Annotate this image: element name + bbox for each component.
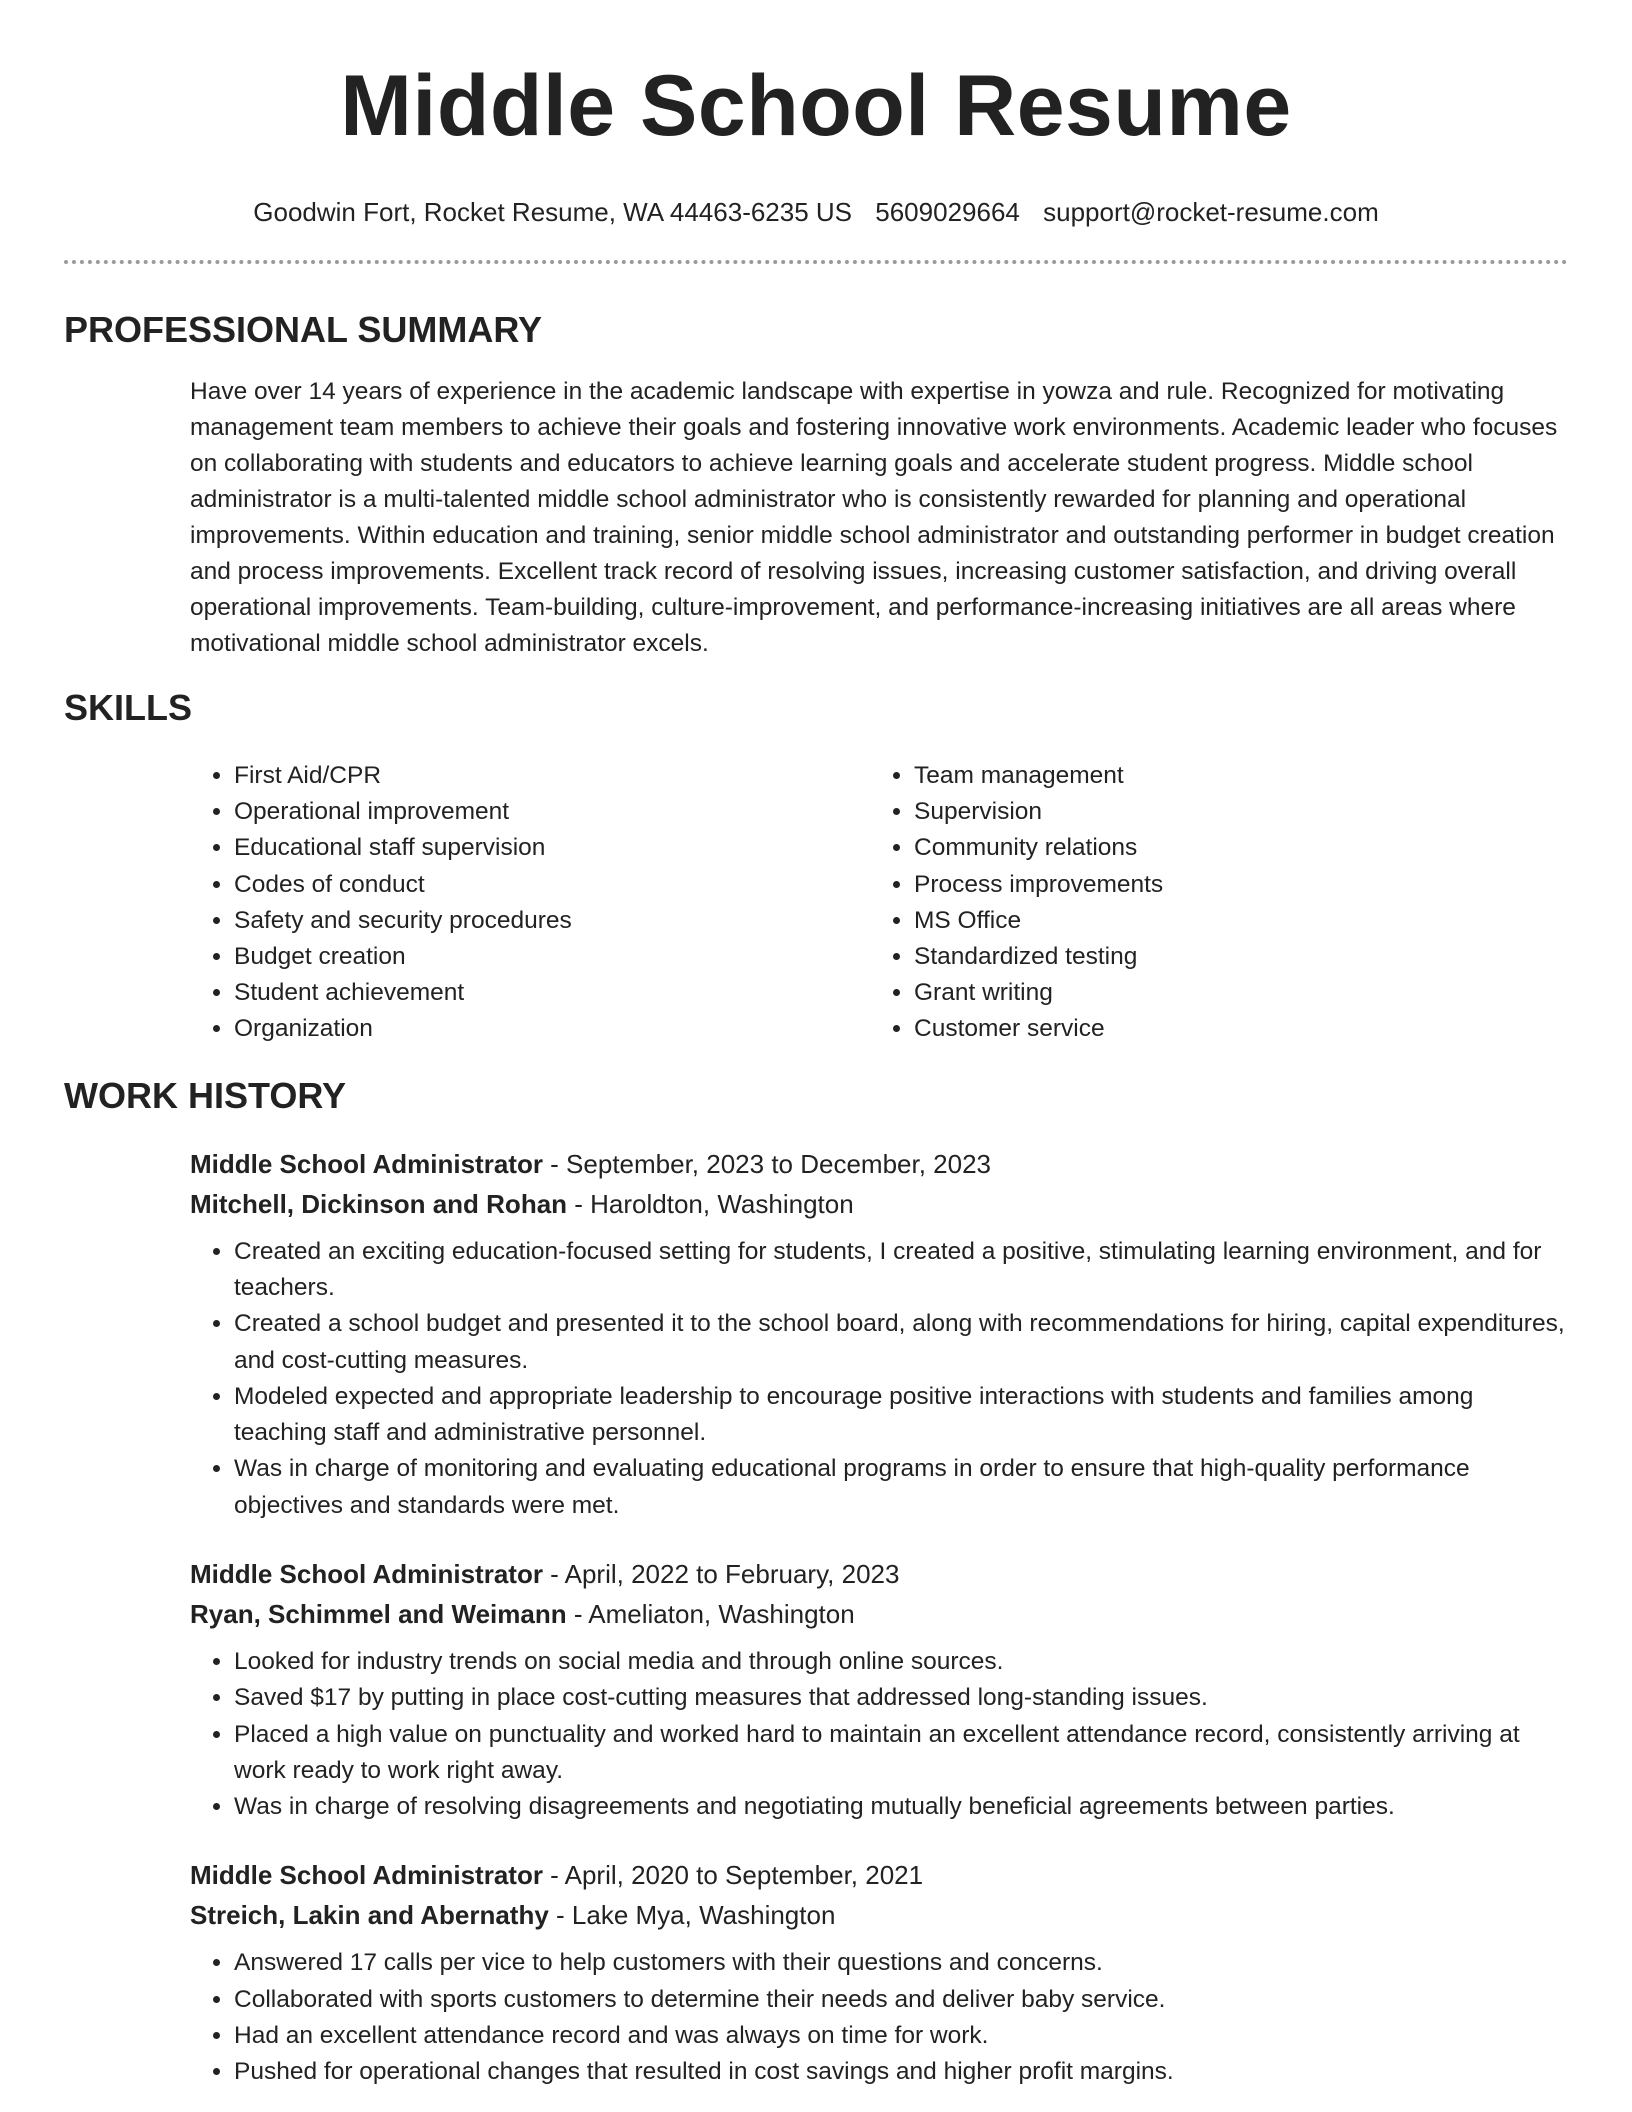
skill-item: • Student achievement <box>234 975 870 1011</box>
skill-item: • Organization <box>234 1011 870 1047</box>
skill-item: • Operational improvement <box>234 794 870 830</box>
job-company: Mitchell, Dickinson and Rohan <box>190 1188 568 1219</box>
skills-heading: SKILLS <box>64 687 193 728</box>
job-position: Middle School Administrator <box>190 1559 543 1589</box>
resume-page <box>64 0 1568 2091</box>
contact-info <box>64 196 1568 228</box>
job-dates: - April, 2022 to February, 2023 <box>542 1559 900 1589</box>
job-entry <box>190 1855 1568 2090</box>
skills-column-right <box>870 758 1550 1048</box>
header-divider <box>64 260 1568 264</box>
skill-item: • Supervision <box>914 794 1550 830</box>
contact-email: support@rocket-resume.com <box>1043 197 1379 227</box>
skill-item: • Budget creation <box>234 939 870 975</box>
job-dates: - September, 2023 to December, 2023 <box>542 1148 992 1179</box>
job-company-line <box>190 1895 1568 1935</box>
skill-item: • Grant writing <box>914 975 1550 1011</box>
job-position-line <box>190 1855 1568 1895</box>
skill-item: • MS Office <box>914 903 1550 939</box>
job-bullet: • Pushed for operational changes that resulted in cost savings and higher profit margins. <box>234 2054 1568 2090</box>
job-bullet: • Was in charge of monitoring and evaluating educational programs in order to ensure that high-quality performance objectives and standards were met. <box>234 1451 1568 1524</box>
skill-item: • Standardized testing <box>914 939 1550 975</box>
job-bullet: • Looked for industry trends on social media and through online sources. <box>234 1644 1568 1680</box>
job-bullet: • Created an exciting education-focused setting for students, I created a positive, stimulating learning environment, and for teachers. <box>234 1234 1568 1307</box>
resume-title: Middle School Resume <box>340 58 1292 154</box>
job-bullets <box>190 1644 1568 1825</box>
job-bullets <box>190 1945 1568 2090</box>
skill-item: • Team management <box>914 758 1550 794</box>
job-bullet: • Created a school budget and presented it to the school board, along with recommendations for hiring, capital expenditures, and cost-cutting measures. <box>234 1306 1568 1379</box>
skill-item: • Customer service <box>914 1011 1550 1047</box>
job-company: Streich, Lakin and Abernathy <box>190 1900 549 1931</box>
job-bullet: • Had an excellent attendance record and was always on time for work. <box>234 2018 1568 2054</box>
job-entry <box>190 1144 1568 1524</box>
job-entry <box>190 1554 1568 1825</box>
job-position-line <box>190 1554 1568 1594</box>
skills-column-left <box>190 758 870 1048</box>
skill-item: • Codes of conduct <box>234 867 870 903</box>
summary-text: Have over 14 years of experience in the academic landscape with expertise in yowza and rule. Recognized for motivating management team members to achieve their goals and fostering innovative work environments. Academic leader who focuses on collaborating with students and educators to achieve learning goals and accelerate student progress. Middle school administrator is a multi-talented middle school administrator who is consistently rewarded for planning and operational improvements. Within education and training, senior middle school administrator and outstanding performer in budget creation and process improvements. Excellent track record of resolving issues, increasing customer satisfaction, and driving overall operational improvements. Team-building, culture-improvement, and performance-increasing initiatives are all areas where motivational middle school administrator excels. <box>190 378 1558 657</box>
skill-item: • Educational staff supervision <box>234 830 870 866</box>
job-bullet: • Modeled expected and appropriate leadership to encourage positive interactions with students and families among teaching staff and administrative personnel. <box>234 1379 1568 1452</box>
job-company-line <box>190 1184 1568 1224</box>
skill-item: • First Aid/CPR <box>234 758 870 794</box>
job-dates: - April, 2020 to September, 2021 <box>542 1860 924 1891</box>
job-location: - Haroldton, Washington <box>567 1188 854 1219</box>
skills-list <box>190 758 1568 1048</box>
contact-address: Goodwin Fort, Rocket Resume, WA 44463-6235 US <box>253 197 853 227</box>
job-bullet: • Collaborated with sports customers to determine their needs and deliver baby service. <box>234 1982 1568 2018</box>
job-company: Ryan, Schimmel and Weimann <box>190 1599 567 1629</box>
job-location: - Lake Mya, Washington <box>548 1900 836 1931</box>
job-position: Middle School Administrator <box>190 1860 543 1891</box>
contact-phone: 5609029664 <box>875 197 1020 227</box>
job-bullet: • Was in charge of resolving disagreements and negotiating mutually beneficial agreements between parties. <box>234 1789 1568 1825</box>
job-bullet: • Saved $17 by putting in place cost-cutting measures that addressed long-standing issues. <box>234 1680 1568 1716</box>
job-position: Middle School Administrator <box>190 1148 543 1179</box>
job-location: - Ameliaton, Washington <box>566 1599 855 1629</box>
skill-item: • Safety and security procedures <box>234 903 870 939</box>
job-bullet: • Answered 17 calls per vice to help customers with their questions and concerns. <box>234 1945 1568 1981</box>
skill-item: • Community relations <box>914 830 1550 866</box>
skill-item: • Process improvements <box>914 867 1550 903</box>
job-company-line <box>190 1594 1568 1634</box>
summary-heading: PROFESSIONAL SUMMARY <box>64 309 543 350</box>
job-position-line <box>190 1144 1568 1184</box>
job-bullet: • Placed a high value on punctuality and worked hard to maintain an excellent attendance record, consistently arriving at work ready to work right away. <box>234 1717 1568 1790</box>
work-history-heading: WORK HISTORY <box>64 1074 347 1116</box>
job-bullets <box>190 1234 1568 1524</box>
